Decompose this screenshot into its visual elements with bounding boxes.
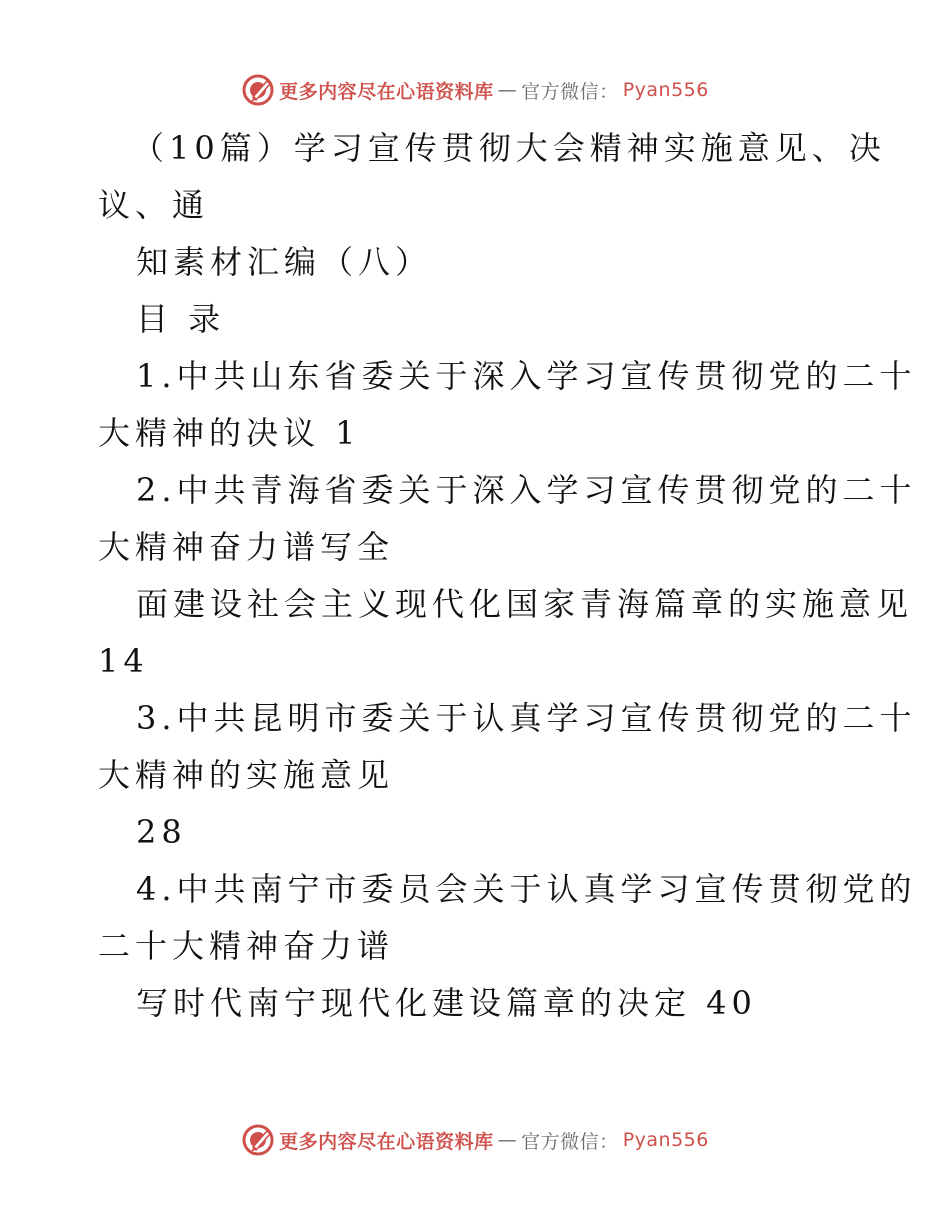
watermark-banner-top [0,70,950,110]
toc-entry-line: 二十大精神奋力谱 [98,927,395,965]
watermark-content [241,73,709,107]
toc-entry-line: 1.中共山东省委关于深入学习宣传贯彻党的二十 [136,357,917,395]
toc-entry [98,462,917,690]
toc-entry-page: 14 [98,642,149,680]
toc-heading: 目 录 [136,300,226,338]
watermark-account-id: Pyan556 [622,1129,709,1151]
toc-entry-line: 大精神奋力谱写全 [98,528,395,566]
document-title-line-2: 议、通 [98,186,210,224]
toc-entry [98,861,917,1032]
watermark-banner-bottom [0,1120,950,1160]
watermark-content [241,1123,709,1157]
watermark-account-id: Pyan556 [622,79,709,101]
pen-seal-logo-icon [241,73,275,107]
toc-entry-line: 2.中共青海省委关于深入学习宣传贯彻党的二十 [136,471,917,509]
document-body [98,120,917,1032]
toc-entry-line: 写时代南宁现代化建设篇章的决定 40 [136,984,757,1022]
document-title-line-1: （10篇）学习宣传贯彻大会精神实施意见、决 [132,129,886,167]
watermark-account-label: 官方微信： [521,80,619,103]
watermark-account-label: 官方微信： [521,1130,619,1153]
toc-entry-page: 28 [136,813,187,851]
toc-entry-line: 3.中共昆明市委关于认真学习宣传贯彻党的二十 [136,699,917,737]
pen-seal-logo-icon [241,1123,275,1157]
document-title-line-3: 知素材汇编（八） [136,243,433,281]
toc-entry-line: 大精神的实施意见 [98,756,395,794]
watermark-dash: — [497,79,518,101]
toc-entry [98,690,917,861]
toc-entry [98,348,917,462]
watermark-promo-text: 更多内容尽在心语资料库 [279,80,494,103]
toc-entry-line: 4.中共南宁市委员会关于认真学习宣传贯彻党的 [136,870,917,908]
toc-entry-line: 面建设社会主义现代化国家青海篇章的实施意见 [136,585,914,623]
watermark-dash: — [497,1129,518,1151]
watermark-promo-text: 更多内容尽在心语资料库 [279,1130,494,1153]
toc-entry-line: 大精神的决议 1 [98,414,361,452]
